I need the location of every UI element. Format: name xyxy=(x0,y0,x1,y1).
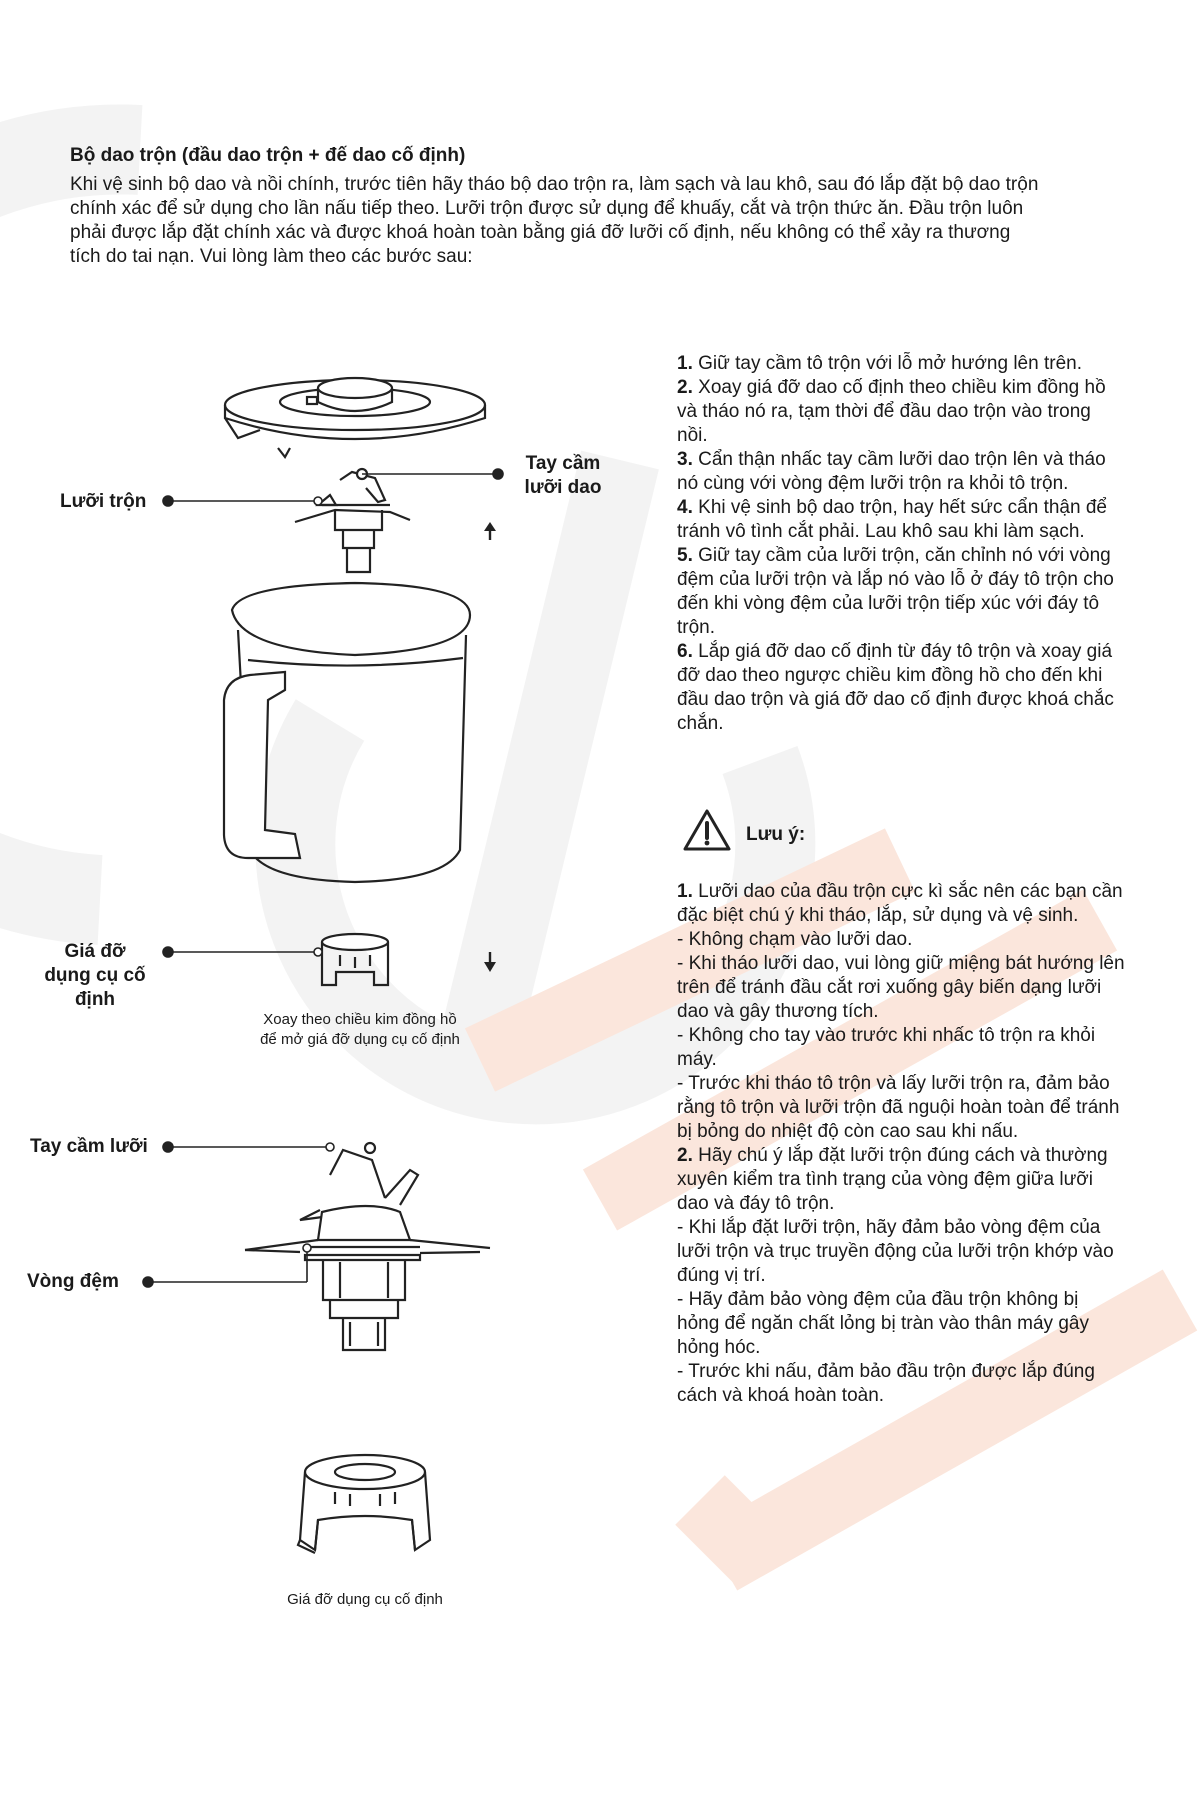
step-text: nồi. xyxy=(677,425,708,446)
note-number: 1. xyxy=(677,881,693,902)
step-text: trộn. xyxy=(677,617,716,638)
label-line: Giá đỡ xyxy=(64,941,126,962)
section-title: Bộ dao trộn (đầu dao trộn + đế dao cố định) xyxy=(70,145,466,166)
note-line: rằng tô trộn và lưỡi trộn đã nguội hoàn toàn để tránh xyxy=(677,1097,1120,1118)
note-line: lưỡi trộn và trục truyền động của lưỡi trộn khớp vào xyxy=(677,1241,1114,1262)
blade-large-illustration xyxy=(245,1143,490,1350)
step-number: 3. xyxy=(677,449,693,470)
step-number: 1. xyxy=(677,353,693,374)
intro-line: Khi vệ sinh bộ dao và nồi chính, trước tiên hãy tháo bộ dao trộn ra, làm sạch và lau khô, sau đó lắp đặt bộ dao trộn xyxy=(70,174,1039,195)
note-line: đúng vị trí. xyxy=(677,1265,766,1286)
step-number: 4. xyxy=(677,497,693,518)
step-item xyxy=(677,496,1187,520)
note-line: - Hãy đảm bảo vòng đệm của đầu trộn không bị xyxy=(677,1289,1079,1310)
step-text: Giữ tay cầm tô trộn với lỗ mở hướng lên trên. xyxy=(698,353,1082,374)
note-line: xuyên kiểm tra tình trạng của vòng đệm giữa lưỡi xyxy=(677,1169,1093,1190)
intro-line: phải được lắp đặt chính xác và được khoá hoàn toàn bằng giá đỡ lưỡi cố định, nếu không có thể xảy ra thương xyxy=(70,222,1011,243)
note-line: trên để tránh đầu cắt rơi xuống gây biến dạng lưỡi xyxy=(677,977,1102,998)
step-text: chắn. xyxy=(677,713,724,734)
step-number: 5. xyxy=(677,545,693,566)
step-number: 6. xyxy=(677,641,693,662)
note-line: 2. Hãy chú ý lắp đặt lưỡi trộn đúng cách và thường xyxy=(677,1145,1108,1166)
step-text: đến khi vòng đệm của lưỡi trộn tiếp xúc với đáy tô xyxy=(677,593,1100,614)
label-mixing-blade: Lưỡi trộn xyxy=(60,491,147,512)
holder-large-illustration xyxy=(298,1455,430,1553)
warning-header xyxy=(682,808,805,852)
step-item xyxy=(677,640,1187,664)
note-line: máy. xyxy=(677,1049,717,1070)
note-line: - Trước khi tháo tô trộn và lấy lưỡi trộn ra, đảm bảo xyxy=(677,1073,1110,1094)
note-line: hỏng để ngăn chất lỏng bị tràn vào thân máy gây xyxy=(677,1313,1089,1334)
label-line: lưỡi dao xyxy=(524,477,602,498)
step-item xyxy=(677,544,1187,568)
step-text: đầu dao trộn và giá đỡ dao cố định được khoá chắc xyxy=(677,689,1114,710)
step-item xyxy=(677,376,1187,400)
label-blade-handle-2: Tay cầm lưỡi xyxy=(30,1136,148,1157)
caption-holder: Giá đỡ dụng cụ cố định xyxy=(287,1591,443,1608)
note-line: cách và khoá hoàn toàn. xyxy=(677,1385,885,1406)
step-item xyxy=(677,448,1187,472)
label-fixed-holder xyxy=(25,940,165,1012)
note-line: hỏng hóc. xyxy=(677,1337,761,1358)
label-line: Tay cầm xyxy=(525,453,601,474)
note-line: - Không cho tay vào trước khi nhấc tô trộn ra khỏi xyxy=(677,1025,1096,1046)
intro-line: chính xác để sử dụng cho lần nấu tiếp theo. Lưỡi trộn được sử dụng để khuấy, cắt và trộn thức ăn. Đầu trộn luôn xyxy=(70,198,1024,219)
step-text: nó cùng với vòng đệm lưỡi trộn ra khỏi tô trộn. xyxy=(677,473,1069,494)
note-line: dao và đáy tô trộn. xyxy=(677,1193,835,1214)
step-text: Giữ tay cầm của lưỡi trộn, căn chỉnh nó với vòng xyxy=(698,545,1111,566)
note-line: - Không chạm vào lưỡi dao. xyxy=(677,929,913,950)
note-line: đặc biệt chú ý khi tháo, lắp, sử dụng và vệ sinh. xyxy=(677,905,1079,926)
step-text: đỡ dao theo ngược chiều kim đồng hồ cho đến khi xyxy=(677,665,1103,686)
steps-list xyxy=(677,352,1187,736)
caption-rotate xyxy=(220,1010,500,1050)
holder-small-illustration xyxy=(322,934,388,985)
step-text: đệm của lưỡi trộn và lắp nó vào lỗ ở đáy tô trộn cho xyxy=(677,569,1114,590)
step-text: Xoay giá đỡ dao cố định theo chiều kim đồng hồ xyxy=(698,377,1106,398)
intro-line: tích do tai nạn. Vui lòng làm theo các bước sau: xyxy=(70,246,473,267)
blade-small-illustration xyxy=(295,469,410,572)
warning-triangle-icon xyxy=(682,808,732,852)
mixing-bowl-illustration xyxy=(224,583,470,882)
step-text: Lắp giá đỡ dao cố định từ đáy tô trộn và xoay giá xyxy=(698,641,1113,662)
note-number: 2. xyxy=(677,1145,693,1166)
warning-title: Lưu ý: xyxy=(746,824,806,845)
warning-notes xyxy=(677,880,1187,1408)
note-line: 1. Lưỡi dao của đầu trộn cực kì sắc nên các bạn cần xyxy=(677,881,1123,902)
caption-line: để mở giá đỡ dụng cụ cố định xyxy=(260,1031,460,1048)
note-line: - Khi tháo lưỡi dao, vui lòng giữ miệng bát hướng lên xyxy=(677,953,1125,974)
note-line: - Khi lắp đặt lưỡi trộn, hãy đảm bảo vòng đệm của xyxy=(677,1217,1101,1238)
step-text: tránh vô tình cắt phải. Lau khô sau khi làm sạch. xyxy=(677,521,1085,542)
step-text: Cẩn thận nhấc tay cầm lưỡi dao trộn lên và tháo xyxy=(698,449,1106,470)
label-blade-handle xyxy=(508,452,618,500)
label-gasket: Vòng đệm xyxy=(27,1271,119,1292)
lid-illustration xyxy=(225,378,485,457)
caption-line: Xoay theo chiều kim đồng hồ xyxy=(263,1011,457,1028)
step-number: 2. xyxy=(677,377,693,398)
note-line: - Trước khi nấu, đảm bảo đầu trộn được lắp đúng xyxy=(677,1361,1095,1382)
step-text: và tháo nó ra, tạm thời để đầu dao trộn vào trong xyxy=(677,401,1091,422)
note-line: bị bỏng do nhiệt độ còn cao sau khi nấu. xyxy=(677,1121,1019,1142)
step-item xyxy=(677,352,1187,376)
step-text: Khi vệ sinh bộ dao trộn, hay hết sức cẩn thận để xyxy=(698,497,1107,518)
label-line: dụng cụ cố định xyxy=(44,965,146,1010)
note-line: dao và gây thương tích. xyxy=(677,1001,879,1022)
